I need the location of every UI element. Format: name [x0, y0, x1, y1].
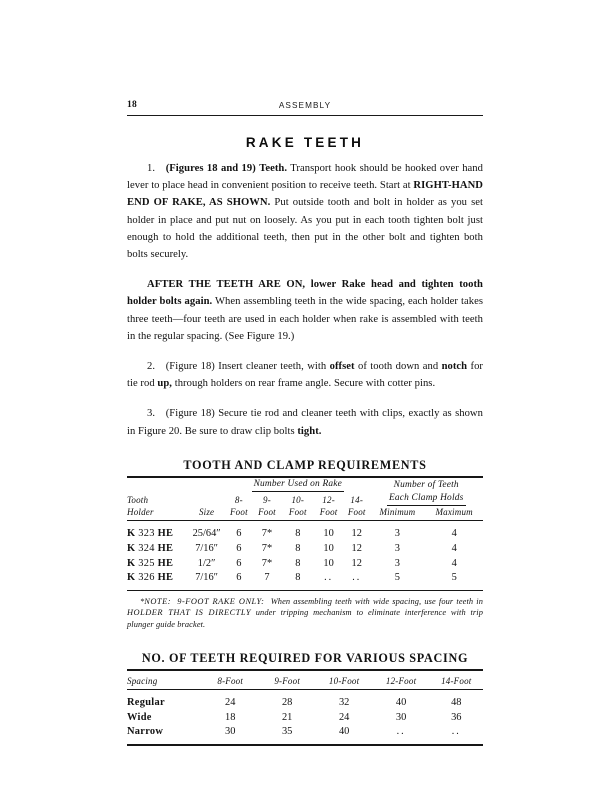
cell-tooth-holder: K 324 HE	[127, 543, 174, 555]
cell-f9: 7	[264, 572, 270, 584]
paragraph	[127, 276, 483, 345]
text-emphasis: Teeth.	[259, 163, 288, 174]
text-run: Transport hook should be hooked over hand lever to place head in convenient position to receive teeth. Start at	[127, 163, 483, 192]
paragraph-number: 3.	[147, 408, 166, 420]
tooth-clamp-footnote	[127, 596, 483, 631]
col-header-size: Size	[198, 507, 215, 518]
footnote-marker: *	[140, 596, 145, 606]
cell-f12: 30	[395, 711, 407, 723]
cell-f14: 12	[351, 528, 362, 540]
cell-f8: 24	[225, 697, 236, 708]
page-title: RAKE TEETH	[245, 135, 365, 150]
spacing-rule-spacer	[127, 689, 483, 696]
cell-f12: ..	[324, 572, 334, 584]
spacing-header-row	[127, 671, 483, 689]
spacing-table-title: NO. OF TEETH REQUIRED FOR VARIOUS SPACING	[141, 650, 469, 665]
spacing-col-header-10-foot: 10-Foot	[328, 675, 360, 686]
spacing-table-body	[127, 689, 483, 744]
cell-f10: 24	[338, 711, 350, 723]
spacing-col-header-8-foot: 8-Foot	[217, 675, 244, 686]
cell-f9: 7*	[261, 528, 273, 540]
text-emphasis: up,	[157, 378, 173, 390]
table-row	[127, 557, 483, 572]
text-run: Insert cleaner teeth, with	[214, 361, 330, 373]
running-head-title: ASSEMBLY	[278, 101, 332, 110]
cell-f14: 12	[351, 543, 362, 555]
paragraph	[127, 358, 483, 392]
footnote-text-b: under tripping mechanism to eliminate interference with trip plunger guide bracket.	[127, 608, 483, 629]
table-row	[127, 527, 483, 542]
page-content	[127, 100, 483, 746]
cell-spacing: Wide	[127, 711, 152, 723]
cell-f14: ..	[451, 726, 461, 738]
cell-f9: 35	[281, 726, 293, 738]
footnote-text-a: When assembling teeth with wide spacing, use four teeth in	[270, 596, 484, 606]
spacing-table-bottom-rule	[127, 744, 483, 746]
col-header-14foot-l1: 14-	[350, 494, 364, 505]
col-header-8foot-l1: 8-	[234, 494, 243, 505]
group-header-teeth-each-clamp: Number of Teeth	[393, 480, 459, 491]
paragraph-number: 2.	[147, 361, 166, 373]
text-emphasis: notch	[441, 361, 468, 373]
col-header-12foot-l1: 12-	[322, 494, 335, 505]
footnote-emphasis: HOLDER THAT IS DIRECTLY	[127, 608, 251, 618]
tooth-clamp-table-title: TOOTH AND CLAMP REQUIREMENTS	[183, 457, 427, 472]
table-group-header-row	[127, 478, 483, 492]
paragraph	[127, 160, 483, 263]
text-run: Secure tie rod and cleaner teeth with clips, exactly as shown in Figure 20. Be sure to draw clip bolts	[127, 408, 483, 437]
col-header-minimum: Minimum	[379, 507, 416, 518]
text-run: (Figure 18)	[165, 361, 215, 373]
running-head	[127, 100, 483, 118]
cell-size: 1/2″	[197, 557, 216, 569]
cell-tooth-holder: K 323 HE	[127, 528, 174, 540]
text-emphasis: tight.	[297, 425, 322, 437]
footnote-condition: 9-FOOT RAKE ONLY:	[177, 596, 265, 606]
table-column-header-row-1	[127, 492, 483, 506]
cell-f8: 6	[236, 543, 242, 555]
cell-size: 25/64″	[192, 528, 221, 540]
col-header-maximum: Maximum	[435, 507, 473, 518]
cell-min: 3	[394, 528, 400, 540]
col-header-tooth-l1: Tooth	[127, 494, 149, 505]
cell-f8: 6	[236, 572, 242, 584]
paragraph	[127, 405, 483, 439]
col-header-8foot: Foot	[229, 507, 248, 518]
spacing-col-header-12-foot: 12-Foot	[385, 675, 417, 686]
cell-f12: 40	[395, 697, 407, 708]
cell-min: 3	[394, 543, 400, 555]
cell-max: 4	[451, 557, 457, 569]
cell-f10: 8	[295, 528, 301, 540]
cell-max: 4	[451, 528, 457, 540]
cell-f10: 8	[295, 572, 301, 584]
text-run: of tooth down and	[354, 361, 442, 373]
tooth-clamp-table-head	[127, 478, 483, 519]
cell-f12: 10	[323, 543, 334, 555]
cell-f8: 18	[225, 711, 236, 723]
cell-f10: 8	[295, 543, 301, 555]
cell-f9: 21	[281, 711, 293, 723]
paragraph-number: 1.	[147, 163, 166, 174]
text-emphasis: offset	[329, 361, 355, 373]
cell-f9: 28	[281, 697, 293, 708]
table-rule-spacer	[127, 518, 483, 527]
cell-max: 4	[451, 543, 457, 555]
table-row	[127, 711, 483, 726]
cell-max: 5	[451, 572, 457, 584]
tooth-clamp-table	[127, 478, 483, 590]
cell-spacing: Regular	[127, 697, 165, 708]
cell-spacing: Narrow	[127, 726, 164, 738]
text-emphasis: (Figures 18 and 19)	[165, 163, 256, 174]
tooth-clamp-table-bottom-rule	[127, 590, 483, 591]
running-head-rule	[127, 115, 483, 116]
text-run: (Figure 18)	[165, 408, 215, 420]
col-header-9foot-l1: 9-	[263, 494, 271, 505]
cell-f10: 40	[338, 726, 350, 738]
cell-f12: ..	[396, 726, 406, 738]
text-emphasis: AFTER THE TEETH ARE ON,	[147, 279, 306, 291]
body-text	[127, 160, 483, 440]
text-emphasis: lower Rake head and tighten tooth holder bolts again.	[127, 279, 483, 308]
cell-f14: 48	[451, 697, 462, 708]
cell-f10: 32	[338, 697, 350, 708]
cell-f9: 7*	[261, 557, 273, 569]
cell-f8: 6	[236, 528, 242, 540]
cell-size: 7/16″	[195, 543, 218, 555]
table-row	[127, 542, 483, 557]
page-number: 18	[127, 100, 137, 110]
table-column-header-row-2	[127, 506, 483, 518]
spacing-col-header-spacing: Spacing	[127, 675, 158, 686]
col-header-10foot-l1: 10-	[291, 494, 305, 505]
table-row	[127, 571, 483, 586]
group-header-number-used: Number Used on Rake	[252, 478, 344, 492]
cell-f9: 7*	[261, 543, 273, 555]
col-header-tooth-holder: Holder	[127, 507, 154, 518]
cell-f12: 10	[323, 557, 334, 569]
spacing-col-header-9-foot: 9-Foot	[274, 675, 301, 686]
table-row	[127, 725, 483, 740]
cell-f8: 30	[225, 726, 236, 738]
text-run: through holders on rear frame angle. Secure with cotter pins.	[172, 378, 436, 390]
spacing-table-head	[127, 671, 483, 689]
group-header-each-clamp-holds: Each Clamp Holds	[369, 492, 483, 506]
col-header-size-l1	[187, 492, 226, 506]
cell-min: 3	[394, 557, 400, 569]
col-header-12foot: Foot	[319, 507, 338, 518]
cell-size: 7/16″	[195, 572, 218, 584]
spacing-col-header-14-foot: 14-Foot	[441, 675, 472, 686]
cell-tooth-holder: K 325 HE	[127, 557, 174, 569]
cell-f12: 10	[323, 528, 334, 540]
col-header-14foot: Foot	[347, 507, 366, 518]
cell-f14: 12	[351, 557, 362, 569]
table-row	[127, 696, 483, 711]
cell-min: 5	[394, 572, 400, 584]
tooth-clamp-table-body	[127, 518, 483, 589]
cell-f14: ..	[352, 572, 362, 584]
col-header-10foot: Foot	[288, 507, 307, 518]
text-run: for tie rod	[127, 361, 483, 390]
text-run: When assembling teeth in the wide spacing, each holder takes three teeth—four teeth are used in each holder when rake is assembled with teeth in the regular spacing. (See Figure 19.)	[127, 296, 483, 342]
text-run: Put outside tooth and bolt in holder as you set holder in place and put nut on loosely. As you put in each tooth tighten bolt just enough to hold the additional teeth, then put in the other bolt and tighten both bolts securely.	[127, 197, 483, 261]
text-emphasis: RIGHT-HAND END OF RAKE, AS SHOWN.	[127, 180, 483, 209]
spacing-table	[127, 671, 483, 744]
cell-f8: 6	[236, 557, 242, 569]
footnote-lead: NOTE:	[144, 596, 171, 606]
col-header-9foot: Foot	[258, 507, 276, 518]
cell-tooth-holder: K 326 HE	[127, 572, 174, 584]
cell-f14: 36	[451, 711, 462, 723]
cell-f10: 8	[295, 557, 301, 569]
